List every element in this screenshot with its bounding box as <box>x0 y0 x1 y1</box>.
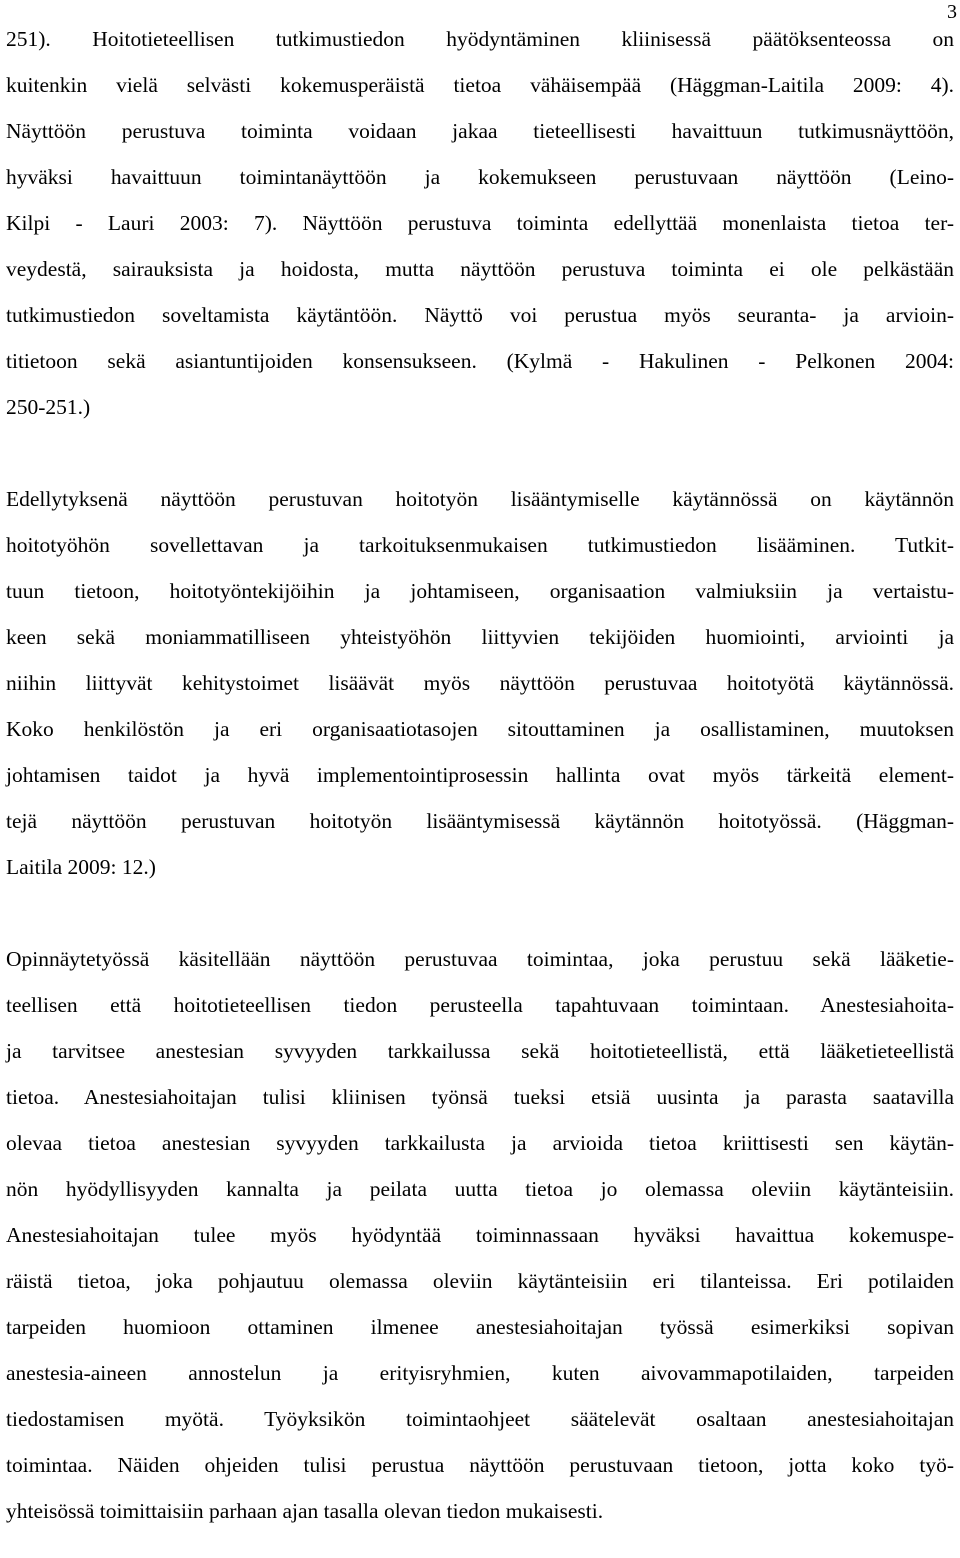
text-line: tuun tietoon, hoitotyöntekijöihin ja johtamiseen, organisaation valmiuksiin ja vertaistu- <box>6 579 954 603</box>
text-line: Anestesiahoitajan tulee myös hyödyntää toiminnassaan hyväksi havaittua kokemuspe- <box>6 1223 954 1247</box>
text-line: tietoa. Anestesiahoitajan tulisi kliinisen työnsä tueksi etsiä uusinta ja parasta saatavilla <box>6 1085 954 1109</box>
text-line: Edellytyksenä näyttöön perustuvan hoitotyön lisääntymiselle käytännössä on käytännön <box>6 487 954 511</box>
text-line: räistä tietoa, joka pohjautuu olemassa oleviin käytänteisiin eri tilanteissa. Eri potilaiden <box>6 1269 954 1293</box>
paragraph-gap <box>6 890 954 936</box>
text-line: hyväksi havaittuun toimintanäyttöön ja kokemukseen perustuvaan näyttöön (Leino- <box>6 165 954 189</box>
text-line: titietoon sekä asiantuntijoiden konsensukseen. (Kylmä - Hakulinen - Pelkonen 2004: <box>6 349 954 373</box>
document-body <box>6 16 954 1534</box>
text-line: tarpeiden huomioon ottaminen ilmenee anestesiahoitajan työssä esimerkiksi sopivan <box>6 1315 954 1339</box>
text-line: johtamisen taidot ja hyvä implementointiprosessin hallinta ovat myös tärkeitä element- <box>6 763 954 787</box>
text-line: tutkimustiedon soveltamista käytäntöön. Näyttö voi perustua myös seuranta- ja arvioin- <box>6 303 954 327</box>
text-line: 251). Hoitotieteellisen tutkimustiedon hyödyntäminen kliinisessä päätöksenteossa on <box>6 27 954 51</box>
text-line: niihin liittyvät kehitystoimet lisäävät myös näyttöön perustuvaa hoitotyötä käytännössä. <box>6 671 954 695</box>
text-line: keen sekä moniammatilliseen yhteistyöhön liittyvien tekijöiden huomiointi, arviointi ja <box>6 625 954 649</box>
text-line: kuitenkin vielä selvästi kokemusperäistä tietoa vähäisempää (Häggman-Laitila 2009: 4). <box>6 73 954 97</box>
paragraph-1 <box>6 16 954 430</box>
text-line: yhteisössä toimittaisiin parhaan ajan tasalla olevan tiedon mukaisesti. <box>6 1499 604 1523</box>
text-line: Kilpi - Lauri 2003: 7). Näyttöön perustuva toiminta edellyttää monenlaista tietoa ter- <box>6 211 954 235</box>
text-line: ja tarvitsee anestesian syvyyden tarkkailussa sekä hoitotieteellistä, että lääketieteellistä <box>6 1039 954 1063</box>
text-line: tiedostamisen myötä. Työyksikön toimintaohjeet säätelevät osaltaan anestesiahoitajan <box>6 1407 954 1431</box>
text-line: hoitotyöhön sovellettavan ja tarkoituksenmukaisen tutkimustiedon lisääminen. Tutkit- <box>6 533 954 557</box>
paragraph-2 <box>6 476 954 890</box>
text-line: veydestä, sairauksista ja hoidosta, mutta näyttöön perustuva toiminta ei ole pelkästään <box>6 257 954 281</box>
text-line: anestesia-aineen annostelun ja erityisryhmien, kuten aivovammapotilaiden, tarpeiden <box>6 1361 954 1385</box>
paragraph-3 <box>6 936 954 1534</box>
text-line: Koko henkilöstön ja eri organisaatiotasojen sitouttaminen ja osallistaminen, muutoksen <box>6 717 954 741</box>
text-line: toimintaa. Näiden ohjeiden tulisi perustua näyttöön perustuvaan tietoon, jotta koko työ- <box>6 1453 954 1477</box>
text-line: teellisen että hoitotieteellisen tiedon perusteella tapahtuvaan toimintaan. Anestesiahoita- <box>6 993 954 1017</box>
text-line: Opinnäytetyössä käsitellään näyttöön perustuvaa toimintaa, joka perustuu sekä lääketie- <box>6 947 954 971</box>
text-line: Näyttöön perustuva toiminta voidaan jakaa tieteellisesti havaittuun tutkimusnäyttöön, <box>6 119 954 143</box>
text-line: 250-251.) <box>6 395 91 419</box>
page-number: 3 <box>947 1 957 23</box>
text-line: Laitila 2009: 12.) <box>6 855 156 879</box>
text-line: tejä näyttöön perustuvan hoitotyön lisääntymisessä käytännön hoitotyössä. (Häggman- <box>6 809 954 833</box>
text-line: olevaa tietoa anestesian syvyyden tarkkailusta ja arvioida tietoa kriittisesti sen käytän- <box>6 1131 954 1155</box>
paragraph-gap <box>6 430 954 476</box>
text-line: nön hyödyllisyyden kannalta ja peilata uutta tietoa jo olemassa oleviin käytänteisiin. <box>6 1177 954 1201</box>
